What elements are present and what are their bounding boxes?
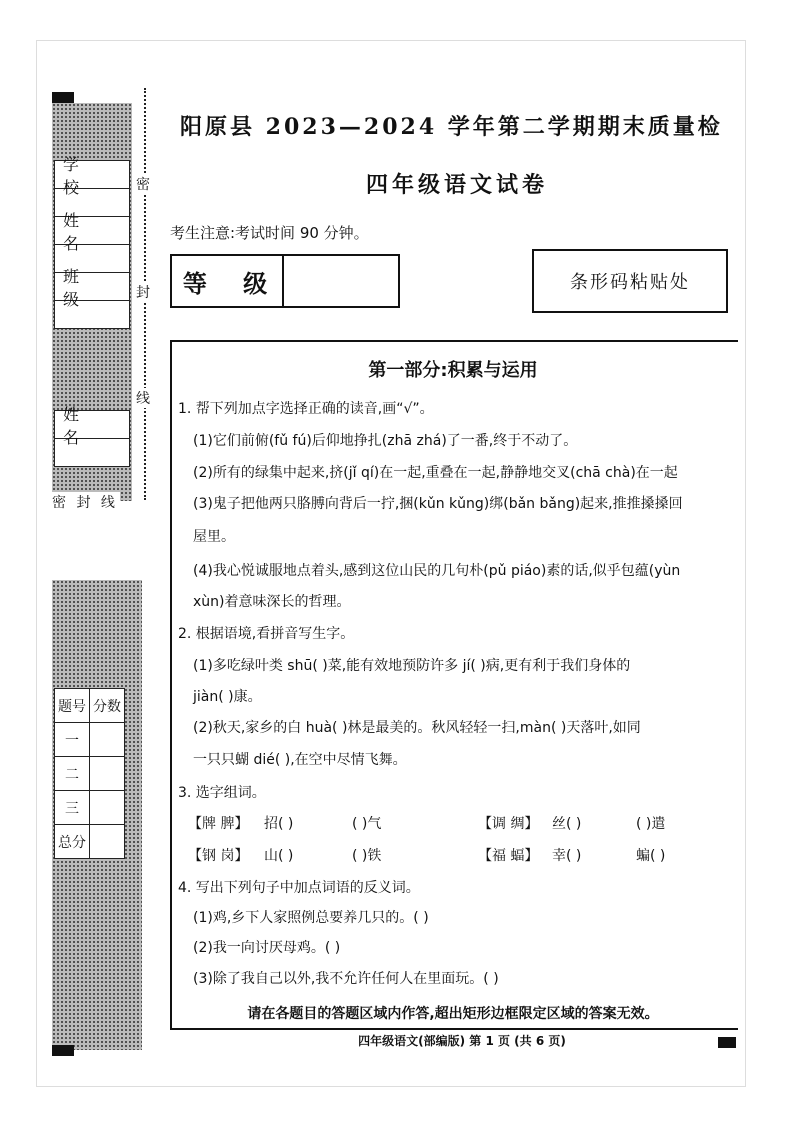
seal-line-label: 密 封 线 [50, 492, 120, 512]
question-3-heading: 3. 选字组词。 [178, 785, 266, 801]
score-row [55, 723, 125, 757]
question-line: 屋里。 [193, 529, 235, 545]
q3-row-1 [188, 813, 728, 833]
score-table [54, 688, 125, 859]
q3-cell: ( )铁 [352, 848, 382, 864]
grade-box [170, 254, 400, 308]
score-cell: 分数 [90, 689, 125, 723]
q3-cell: 【钢 岗】 [188, 848, 249, 864]
question-line: jiàn( )康。 [193, 689, 262, 705]
score-input[interactable] [90, 791, 125, 825]
answer-area-note: 请在各题目的答题区域内作答,超出矩形边框限定区域的答案无效。 [247, 1006, 659, 1022]
q3-cell: 【牌 脾】 [188, 816, 249, 832]
score-row [55, 825, 125, 859]
question-1-heading: 1. 帮下列加点字选择正确的读音,画“√”。 [178, 401, 434, 417]
class-label: 班 级 [55, 273, 129, 301]
score-input[interactable] [90, 757, 125, 791]
question-2-heading: 2. 根据语境,看拼音写生字。 [178, 626, 355, 642]
school-label: 学 校 [55, 161, 129, 189]
grade-label: 等 级 [172, 256, 284, 306]
question-line: 一只只蝴 dié( ),在空中尽情飞舞。 [193, 752, 407, 768]
q3-cell: ( )遣 [636, 816, 666, 832]
q3-cell: 山( ) [264, 848, 294, 864]
exam-subtitle: 四年级语文试卷 [365, 172, 548, 198]
exam-title: 阳原县 2023—2024 学年第二学期期末质量检 [180, 114, 723, 140]
question-line: (1)鸡,乡下人家照例总要养几只的。( ) [193, 910, 429, 926]
score-input[interactable] [90, 723, 125, 757]
grade-field[interactable] [284, 256, 398, 306]
q3-row-2 [188, 845, 728, 865]
score-cell: 总分 [55, 825, 90, 859]
q3-cell: 【调 绸】 [478, 816, 539, 832]
exam-notice: 考生注意:考试时间 90 分钟。 [170, 224, 369, 242]
q3-cell: 招( ) [264, 816, 294, 832]
q3-cell: 【福 蝠】 [478, 848, 539, 864]
name-label-2: 姓 名 [55, 411, 129, 439]
registration-mark-top [52, 92, 74, 103]
score-cell: 二 [55, 757, 90, 791]
question-line: (3)鬼子把他两只胳膊向背后一拧,捆(kǔn kǔng)绑(bǎn bǎng)起来,推推搡搡回 [193, 496, 683, 512]
question-line: (2)秋天,家乡的白 huà( )林是最美的。秋风轻轻一扫,màn( )天落叶,如同 [193, 720, 641, 736]
question-line: (1)多吃绿叶类 shū( )菜,能有效地预防许多 jí( )病,更有利于我们身体的 [193, 658, 631, 674]
q3-cell: 蝙( ) [636, 848, 666, 864]
seal-char-xian: 线 [136, 388, 150, 408]
q3-cell: ( )气 [352, 816, 382, 832]
name-label: 姓 名 [55, 217, 129, 245]
part1-title: 第一部分:积累与运用 [368, 360, 538, 381]
score-cell: 三 [55, 791, 90, 825]
q3-cell: 丝( ) [552, 816, 582, 832]
score-input[interactable] [90, 825, 125, 859]
student-info-box-2 [54, 404, 130, 467]
page-number: 四年级语文(部编版) 第 1 页 (共 6 页) [358, 1034, 566, 1048]
seal-char-mi: 密 [136, 174, 150, 194]
q3-cell: 幸( ) [552, 848, 582, 864]
seal-char-feng: 封 [136, 282, 150, 302]
score-row [55, 757, 125, 791]
score-cell: 一 [55, 723, 90, 757]
question-line: xùn)着意味深长的哲理。 [193, 594, 351, 610]
question-line: (2)我一向讨厌母鸡。( ) [193, 940, 341, 956]
question-line: (2)所有的绿集中起来,挤(jǐ qí)在一起,重叠在一起,静静地交叉(chā chà)在一起 [193, 465, 678, 481]
question-4-heading: 4. 写出下列句子中加点词语的反义词。 [178, 880, 420, 896]
question-line: (1)它们前俯(fǔ fú)后仰地挣扎(zhā zhá)了一番,终于不动了。 [193, 433, 578, 449]
score-header-row [55, 689, 125, 723]
question-line: (3)除了我自己以外,我不允许任何人在里面玩。( ) [193, 971, 499, 987]
score-cell: 题号 [55, 689, 90, 723]
question-line: (4)我心悦诚服地点着头,感到这位山民的几句朴(pǔ piáo)素的话,似乎包蕴(yùn [193, 563, 681, 579]
score-row [55, 791, 125, 825]
barcode-area: 条形码粘贴处 [532, 249, 728, 313]
